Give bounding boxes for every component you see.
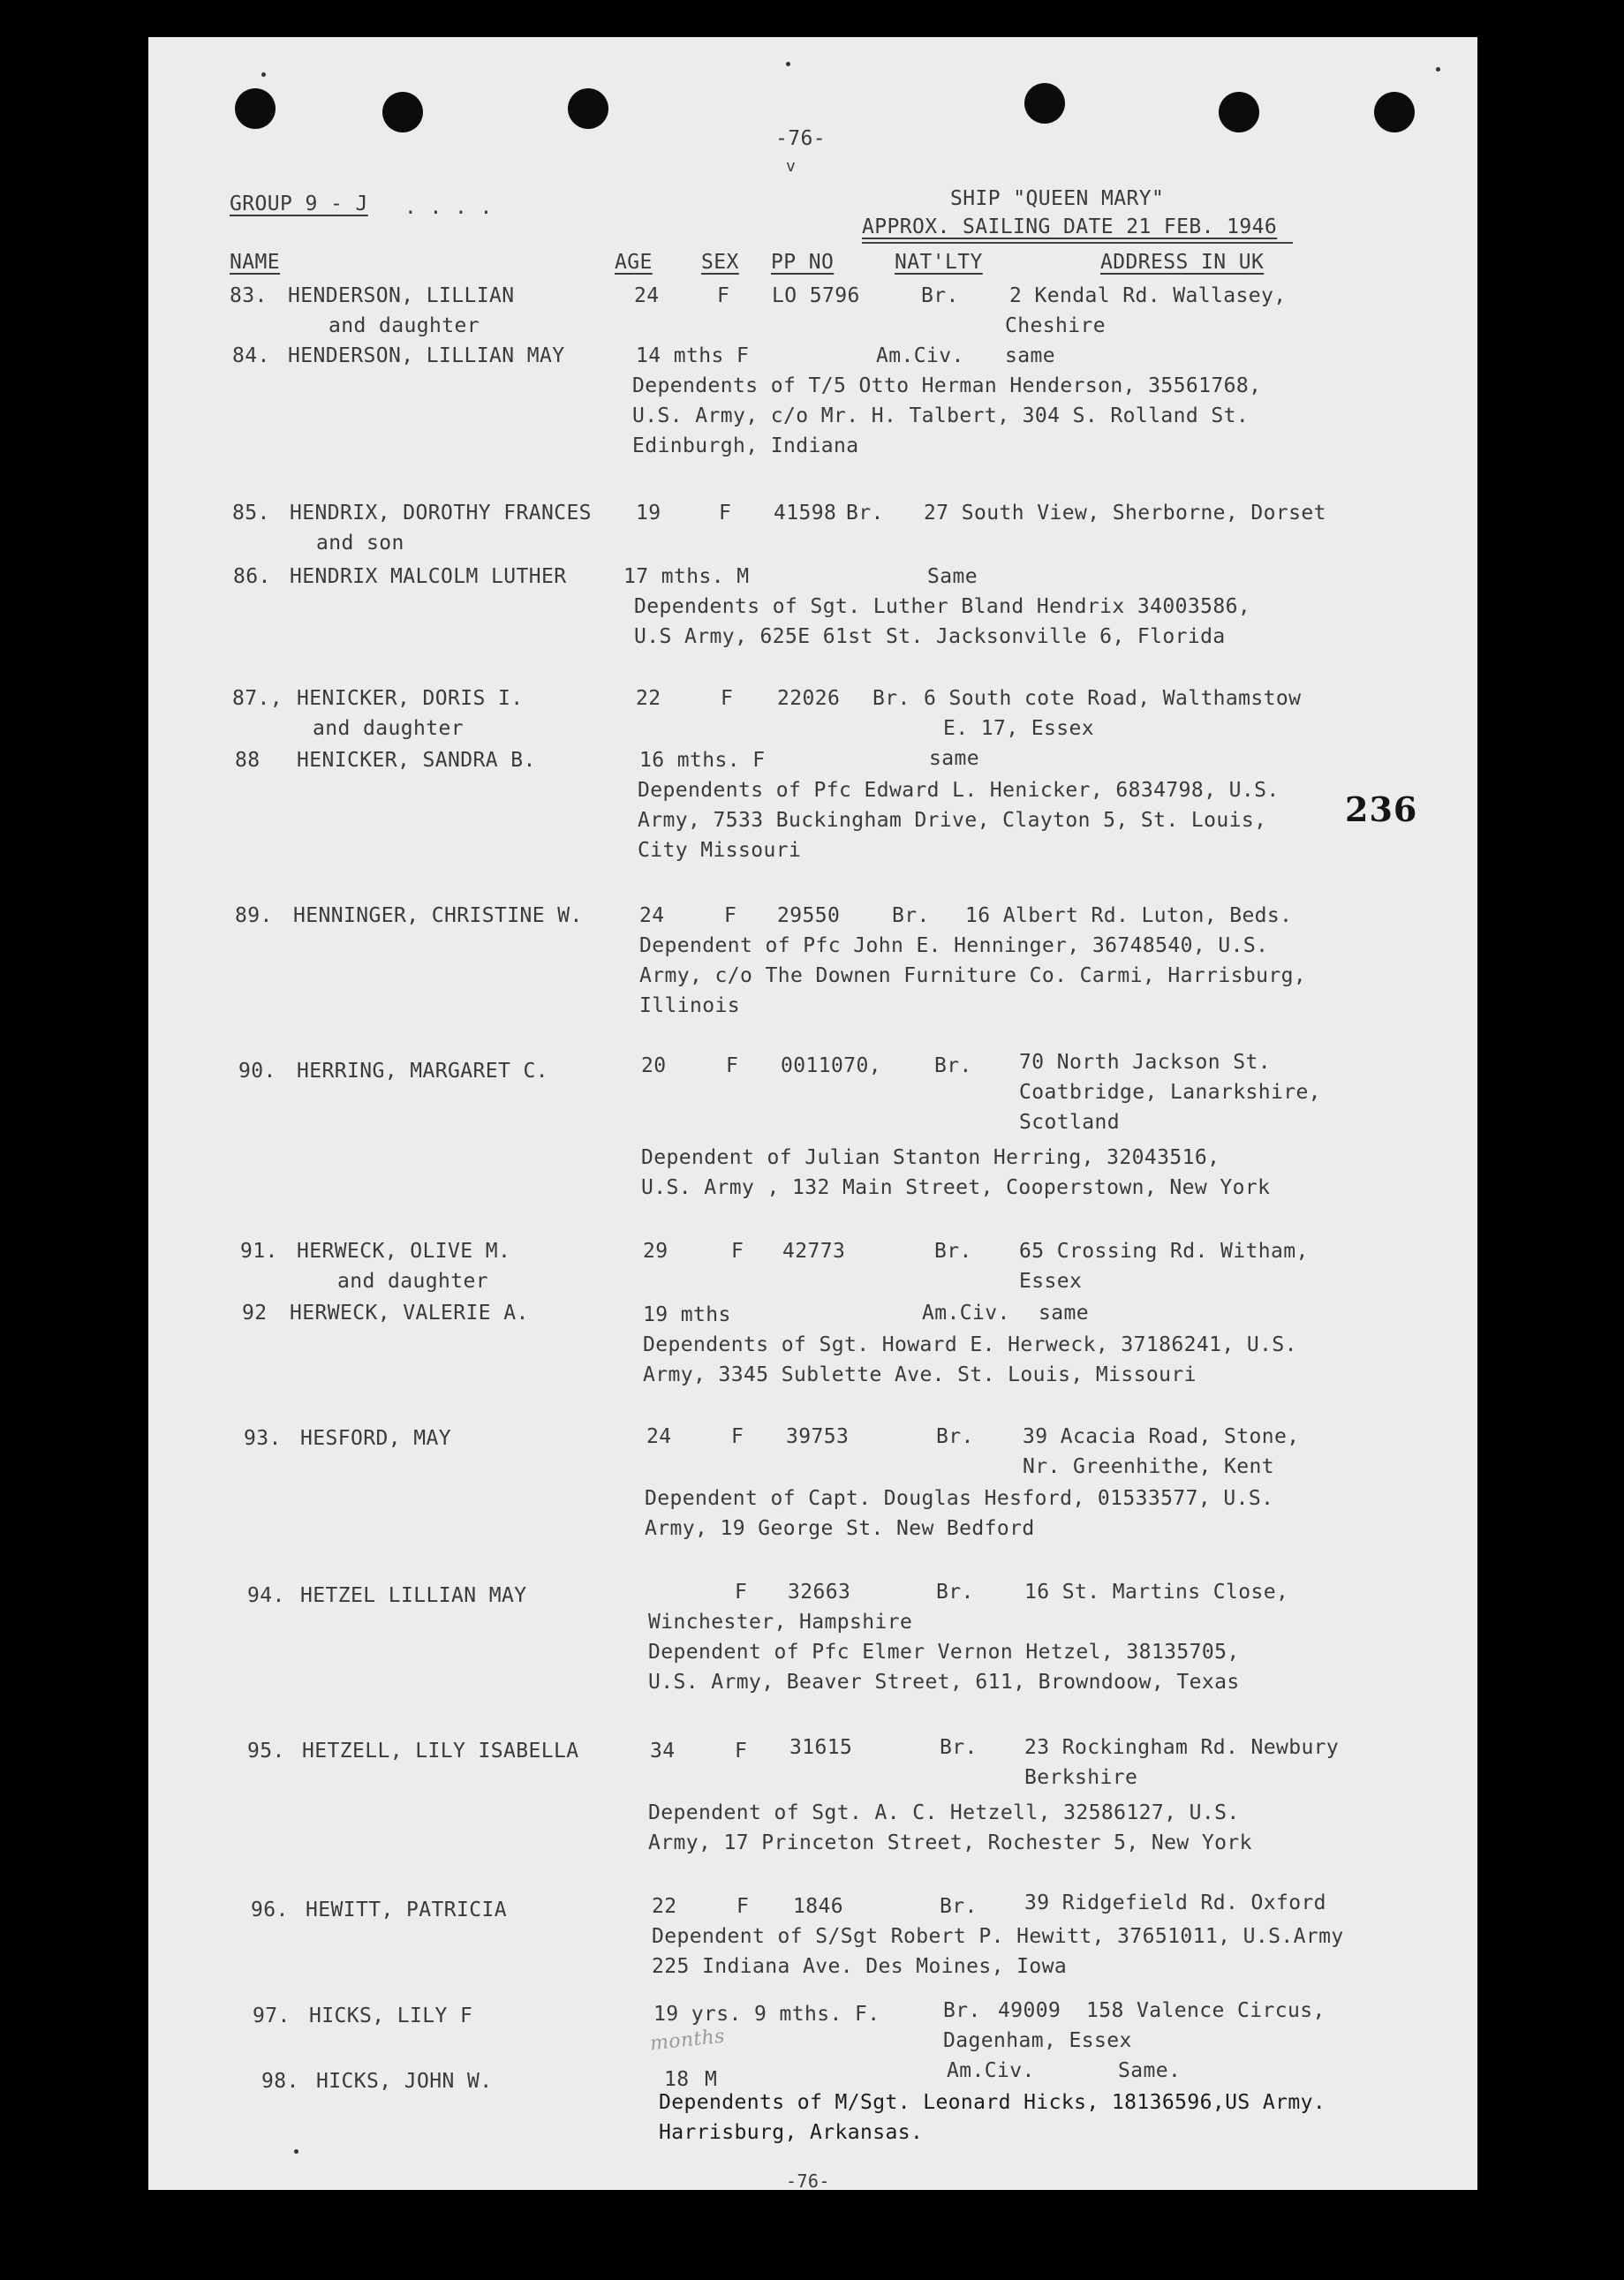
entry-97-nat: Br. [943, 1999, 981, 2022]
entry-91-sex: F [731, 1240, 744, 1263]
entry-87-pp: 22026 [777, 687, 841, 710]
entry-88-name: HENICKER, SANDRA B. [297, 749, 536, 772]
entry-87-number: 87., [232, 687, 283, 710]
entry-98-address: Same. [1118, 2059, 1182, 2082]
entry-89-name: HENNINGER, CHRISTINE W. [293, 904, 583, 927]
entry-94-name: HETZEL LILLIAN MAY [300, 1584, 527, 1607]
col-age: AGE [615, 251, 653, 274]
entry-89-age: 24 [639, 904, 665, 927]
group-dashes: . . . . [404, 196, 493, 219]
entry-94-sex: F [735, 1581, 748, 1604]
entry-91-pp: 42773 [782, 1240, 846, 1263]
entry-85-sex: F [719, 502, 732, 525]
entry-90-address-3: Scotland [1019, 1111, 1120, 1134]
page-number-top: -76- [775, 127, 826, 150]
entry-90-dependent-1: Dependent of Julian Stanton Herring, 32043516, [641, 1146, 1220, 1169]
sailing-underline [862, 242, 1293, 244]
entry-96-address-1: 39 Ridgefield Rd. Oxford [1024, 1891, 1326, 1914]
entry-96-age: 22 [652, 1895, 677, 1918]
entry-85-number: 85. [232, 502, 270, 525]
entry-95-number: 95. [247, 1740, 285, 1763]
entry-95-pp: 31615 [789, 1736, 853, 1759]
entry-84-dependent-3: Edinburgh, Indiana [632, 434, 859, 457]
entry-87-address-1: 6 South cote Road, Walthamstow [924, 687, 1302, 710]
entry-98-dependent-2: Harrisburg, Arkansas. [659, 2121, 924, 2144]
speck [786, 62, 790, 66]
entry-89-address-1: 16 Albert Rd. Luton, Beds. [965, 904, 1293, 927]
entry-92-number: 92 [242, 1302, 268, 1325]
entry-86-address: Same [927, 565, 978, 588]
entry-86-age-sex: 17 mths. M [623, 565, 750, 588]
entry-87-age: 22 [636, 687, 661, 710]
entry-95-nat: Br. [940, 1736, 978, 1759]
entry-83-address-1: 2 Kendal Rd. Wallasey, [1009, 284, 1287, 307]
entry-83-sex: F [717, 284, 730, 307]
entry-91-address-2: Essex [1019, 1270, 1083, 1293]
sailing-date: APPROX. SAILING DATE 21 FEB. 1946 [862, 215, 1278, 238]
entry-84-name: HENDERSON, LILLIAN MAY [288, 344, 565, 367]
entry-90-name: HERRING, MARGARET C. [297, 1060, 548, 1083]
entry-92-nat: Am.Civ. [922, 1302, 1010, 1325]
entry-91-number: 91. [240, 1240, 278, 1263]
entry-87-name: HENICKER, DORIS I. [297, 687, 524, 710]
col-nationality: NAT'LTY [895, 251, 983, 274]
entry-92-dependent-1: Dependents of Sgt. Howard E. Herweck, 37186241, U.S. [643, 1333, 1297, 1356]
entry-84-dependent-2: U.S. Army, c/o Mr. H. Talbert, 304 S. Rolland St. [632, 404, 1250, 427]
entry-88-age-sex: 16 mths. F [639, 749, 766, 772]
entry-93-pp: 39753 [786, 1425, 850, 1448]
entry-90-number: 90. [238, 1060, 276, 1083]
entry-89-dependent-3: Illinois [639, 994, 740, 1017]
entry-89-pp: 29550 [777, 904, 841, 927]
entry-90-sex: F [726, 1054, 739, 1077]
entry-88-dependent-3: City Missouri [638, 839, 802, 862]
entry-85-pp: 41598 [774, 502, 837, 525]
entry-98-nat: Am.Civ. [947, 2059, 1035, 2082]
speck [1436, 67, 1440, 72]
entry-87-sex: F [721, 687, 734, 710]
entry-96-dependent-2: 225 Indiana Ave. Des Moines, Iowa [652, 1955, 1068, 1978]
entry-83-name: HENDERSON, LILLIAN [288, 284, 515, 307]
entry-92-address: same [1039, 1302, 1089, 1325]
entry-91-age: 29 [643, 1240, 668, 1263]
entry-97-address-1: 158 Valence Circus, [1086, 1999, 1326, 2022]
entry-84-dependent-1: Dependents of T/5 Otto Herman Henderson, 35561768, [632, 374, 1262, 397]
stamped-number: 236 [1345, 789, 1418, 829]
entry-95-sex: F [735, 1740, 748, 1763]
entry-83-number: 83. [230, 284, 268, 307]
entry-97-address-2: Dagenham, Essex [943, 2029, 1132, 2052]
entry-94-nat: Br. [936, 1581, 974, 1604]
entry-91-address-1: 65 Crossing Rd. Witham, [1019, 1240, 1309, 1263]
entry-86-dependent-2: U.S Army, 625E 61st St. Jacksonville 6, Florida [634, 625, 1226, 648]
entry-88-dependent-2: Army, 7533 Buckingham Drive, Clayton 5, St. Louis, [638, 809, 1267, 832]
entry-83-pp: LO 5796 [772, 284, 860, 307]
entry-98-number: 98. [261, 2070, 299, 2093]
entry-93-number: 93. [244, 1427, 282, 1450]
speck [261, 72, 266, 77]
page-mark: v [786, 157, 797, 176]
col-name: NAME [230, 251, 280, 274]
entry-96-sex: F [736, 1895, 750, 1918]
entry-90-age: 20 [641, 1054, 667, 1077]
entry-96-number: 96. [251, 1899, 289, 1921]
entry-84-address: same [1005, 344, 1055, 367]
entry-89-sex: F [724, 904, 737, 927]
entry-93-name: HESFORD, MAY [300, 1427, 451, 1450]
punch-hole [1219, 92, 1259, 132]
speck [294, 2149, 298, 2154]
document-page [148, 37, 1477, 2190]
entry-94-address-1: 16 St. Martins Close, [1024, 1581, 1289, 1604]
entry-84-number: 84. [232, 344, 270, 367]
page-number-bottom: -76- [786, 2171, 830, 2192]
entry-85-name: HENDRIX, DOROTHY FRANCES [290, 502, 592, 525]
entry-94-number: 94. [247, 1584, 285, 1607]
punch-hole [1374, 92, 1415, 132]
entry-83-nat: Br. [921, 284, 959, 307]
entry-88-dependent-1: Dependents of Pfc Edward L. Henicker, 6834798, U.S. [638, 779, 1280, 802]
entry-95-name: HETZELL, LILY ISABELLA [302, 1740, 579, 1763]
entry-91-relation: and daughter [337, 1270, 488, 1293]
entry-88-number: 88 [235, 749, 261, 772]
entry-96-dependent-1: Dependent of S/Sgt Robert P. Hewitt, 37651011, U.S.Army [652, 1925, 1344, 1948]
entry-96-pp: 1846 [793, 1895, 843, 1918]
punch-hole [1024, 83, 1065, 124]
entry-94-address-2: Winchester, Hampshire [648, 1611, 913, 1634]
entry-88-address: same [929, 747, 979, 770]
entry-87-nat: Br. [872, 687, 910, 710]
entry-95-age: 34 [650, 1740, 676, 1763]
entry-94-pp: 32663 [788, 1581, 851, 1604]
entry-91-nat: Br. [934, 1240, 972, 1263]
entry-93-age: 24 [646, 1425, 672, 1448]
entry-97-age-sex: 19 yrs. 9 mths. F. [653, 2003, 880, 2026]
entry-98-name: HICKS, JOHN W. [316, 2070, 493, 2093]
group-label: GROUP 9 - J [230, 193, 368, 215]
entry-96-name: HEWITT, PATRICIA [306, 1899, 507, 1921]
entry-83-age: 24 [634, 284, 660, 307]
entry-92-name: HERWECK, VALERIE A. [290, 1302, 529, 1325]
col-sex: SEX [701, 251, 739, 274]
entry-93-nat: Br. [936, 1425, 974, 1448]
entry-89-dependent-2: Army, c/o The Downen Furniture Co. Carmi, Harrisburg, [639, 964, 1307, 987]
entry-96-nat: Br. [940, 1895, 978, 1918]
entry-90-dependent-2: U.S. Army , 132 Main Street, Cooperstown, New York [641, 1176, 1271, 1199]
entry-90-address-1: 70 North Jackson St. [1019, 1051, 1271, 1074]
entry-97-pp: 49009 [998, 1999, 1061, 2022]
entry-84-age-sex: 14 mths F [636, 344, 750, 367]
entry-97-number: 97. [253, 2004, 291, 2027]
entry-86-number: 86. [233, 565, 271, 588]
entry-98-sex: M [705, 2068, 718, 2091]
entry-89-dependent-1: Dependent of Pfc John E. Henninger, 36748540, U.S. [639, 934, 1269, 957]
entry-87-relation: and daughter [313, 717, 464, 740]
entry-85-relation: and son [316, 532, 404, 555]
entry-87-address-2: E. 17, Essex [943, 717, 1094, 740]
col-address: ADDRESS IN UK [1100, 251, 1265, 274]
entry-91-name: HERWECK, OLIVE M. [297, 1240, 511, 1263]
entry-94-dependent-2: U.S. Army, Beaver Street, 611, Browndoow, Texas [648, 1671, 1240, 1694]
entry-93-dependent-2: Army, 19 George St. New Bedford [645, 1517, 1035, 1540]
entry-93-sex: F [731, 1425, 744, 1448]
entry-98-age: 18 [664, 2068, 690, 2091]
entry-93-dependent-1: Dependent of Capt. Douglas Hesford, 01533577, U.S. [645, 1487, 1274, 1510]
entry-92-age-sex: 19 mths [643, 1303, 731, 1326]
punch-hole [235, 88, 276, 129]
entry-90-nat: Br. [934, 1054, 972, 1077]
entry-90-address-2: Coatbridge, Lanarkshire, [1019, 1081, 1321, 1104]
entry-89-nat: Br. [892, 904, 930, 927]
entry-83-relation: and daughter [329, 314, 480, 337]
entry-95-address-1: 23 Rockingham Rd. Newbury [1024, 1736, 1340, 1759]
col-pp-no: PP NO [771, 251, 835, 274]
entry-90-pp: 0011070, [781, 1054, 881, 1077]
pencil-annotation: months [648, 2025, 727, 2056]
entry-95-address-2: Berkshire [1024, 1766, 1138, 1789]
entry-85-address-1: 27 South View, Sherborne, Dorset [924, 502, 1326, 525]
entry-84-nat: Am.Civ. [876, 344, 964, 367]
entry-93-address-1: 39 Acacia Road, Stone, [1023, 1425, 1300, 1448]
entry-95-dependent-2: Army, 17 Princeton Street, Rochester 5, New York [648, 1831, 1252, 1854]
entry-97-name: HICKS, LILY F [309, 2004, 473, 2027]
entry-98-dependent-1: Dependents of M/Sgt. Leonard Hicks, 18136596,US Army. [659, 2091, 1326, 2114]
punch-hole [382, 92, 423, 132]
ship-name: SHIP "QUEEN MARY" [950, 187, 1165, 210]
entry-95-dependent-1: Dependent of Sgt. A. C. Hetzell, 32586127, U.S. [648, 1801, 1240, 1824]
punch-hole [568, 88, 608, 129]
entry-89-number: 89. [235, 904, 273, 927]
entry-93-address-2: Nr. Greenhithe, Kent [1023, 1455, 1274, 1478]
entry-83-address-2: Cheshire [1005, 314, 1106, 337]
entry-86-name: HENDRIX MALCOLM LUTHER [290, 565, 567, 588]
entry-92-dependent-2: Army, 3345 Sublette Ave. St. Louis, Missouri [643, 1363, 1197, 1386]
entry-85-age: 19 [636, 502, 661, 525]
entry-86-dependent-1: Dependents of Sgt. Luther Bland Hendrix 34003586, [634, 595, 1251, 618]
entry-85-nat: Br. [846, 502, 884, 525]
entry-94-dependent-1: Dependent of Pfc Elmer Vernon Hetzel, 38135705, [648, 1641, 1240, 1664]
